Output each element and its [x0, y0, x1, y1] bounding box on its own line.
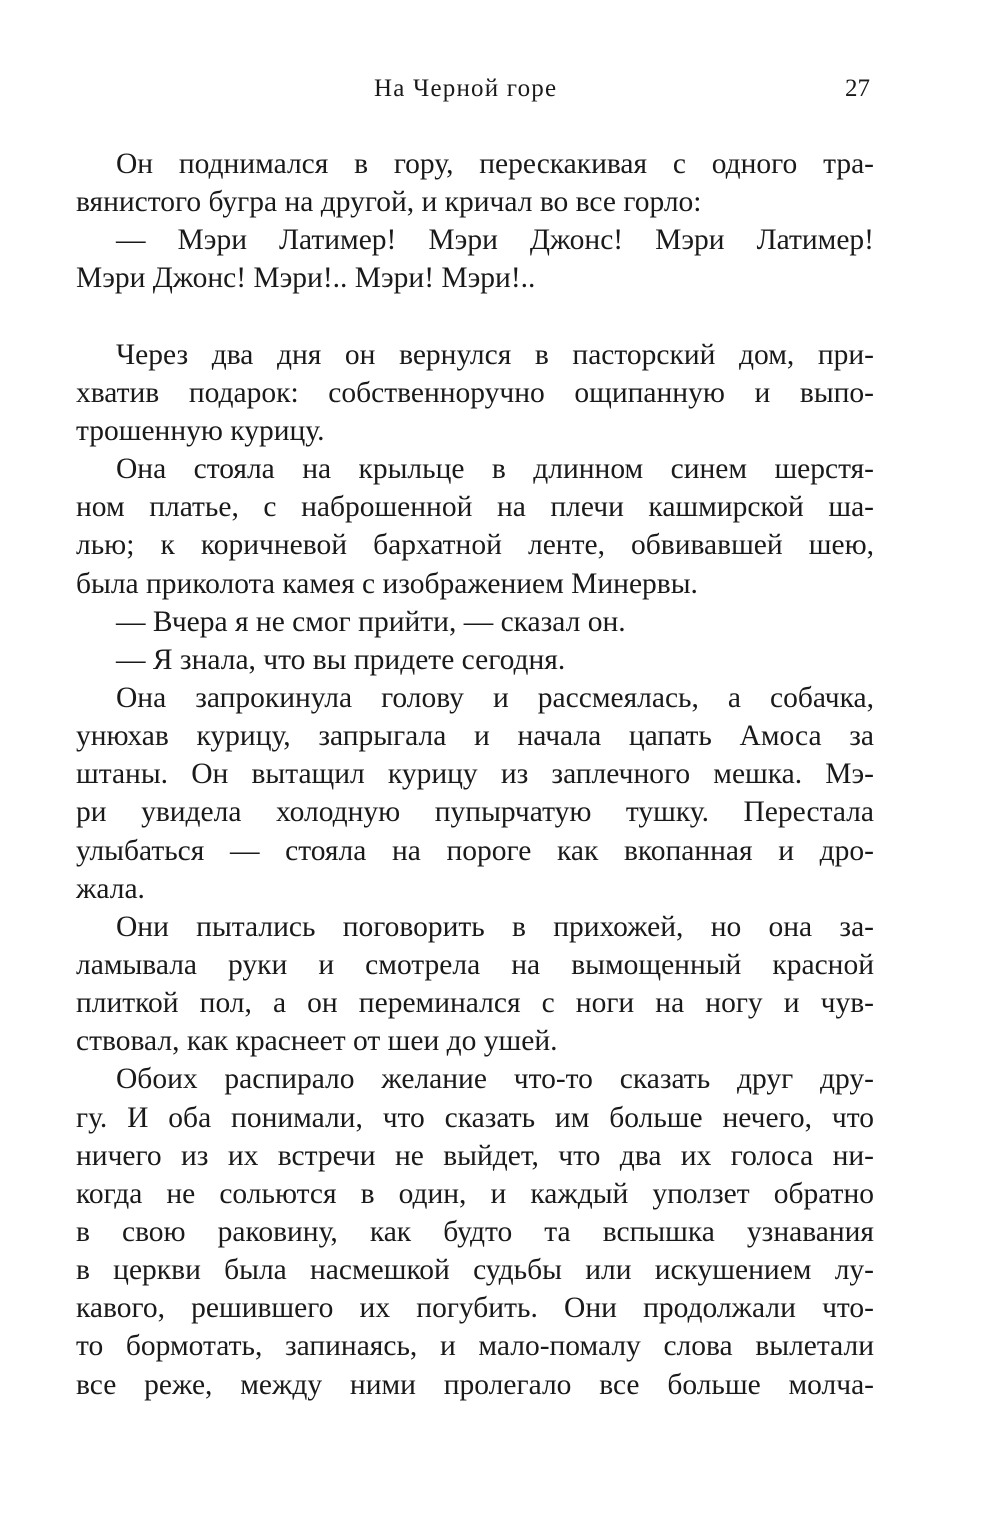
text-line: штаны. Он вытащил курицу из заплечного мешка. Мэ- — [76, 758, 874, 791]
text-line: унюхав курицу, запрыгала и начала цапать Амоса за — [76, 720, 874, 753]
running-title: На Черной горе — [374, 75, 558, 102]
text-line: в свою раковину, как будто та вспышка узнавания — [76, 1215, 874, 1248]
text-line: Через два дня он вернулся в пасторский дом, при- — [116, 338, 874, 371]
text-line: гу. И оба понимали, что сказать им больше нечего, что — [76, 1101, 874, 1134]
text-line: плиткой пол, а он переминался с ноги на ногу и чув- — [76, 987, 874, 1020]
text-line: лью; к коричневой бархатной ленте, обвивавшей шею, — [76, 529, 874, 562]
section-break — [76, 298, 874, 336]
text-line: все реже, между ними пролегало все больше молча- — [76, 1368, 874, 1401]
text-line: когда не сольются в один, и каждый уползет обратно — [76, 1177, 874, 1210]
text-line: — Я знала, что вы придете сегодня. — [116, 643, 566, 676]
text-line: кавого, решившего их погубить. Они продолжали что- — [76, 1292, 874, 1325]
text-line: Она стояла на крыльце в длинном синем шерстя- — [116, 453, 874, 486]
text-line: ствовал, как краснеет от шеи до ушей. — [76, 1025, 558, 1058]
text-line: Она запрокинула голову и рассмеялась, а собачка, — [116, 681, 874, 714]
text-line: в церкви была насмешкой судьбы или искушением лу- — [76, 1254, 874, 1287]
text-line: ничего из их встречи не выйдет, что два их голоса ни- — [76, 1139, 874, 1172]
page-number: 27 — [845, 75, 870, 102]
text-line: жала. — [76, 872, 145, 905]
text-line: — Мэри Латимер! Мэри Джонс! Мэри Латимер! — [116, 224, 874, 257]
text-line: вянистого бугра на другой, и кричал во все горло: — [76, 186, 702, 219]
text-line: трошенную курицу. — [76, 414, 325, 447]
text-line: Обоих распирало желание что-то сказать друг дру- — [116, 1063, 874, 1096]
text-line: ламывала руки и смотрела на вымощенный красной — [76, 948, 874, 981]
text-line: Они пытались поговорить в прихожей, но она за- — [116, 910, 874, 943]
text-line: ри увидела холодную пупырчатую тушку. Перестала — [76, 796, 874, 829]
running-head — [0, 72, 1000, 108]
text-line: — Вчера я не смог прийти, — сказал он. — [116, 605, 626, 638]
text-line: то бормотать, запинаясь, и мало-помалу слова вылетали — [76, 1330, 874, 1363]
text-line: улыбаться — стояла на пороге как вкопанная и дро- — [76, 834, 874, 867]
text-line: Он поднимался в гору, перескакивая с одного тра- — [116, 148, 874, 180]
text-line: была приколота камея с изображением Минервы. — [76, 567, 698, 600]
text-line: ном платье, с наброшенной на плечи кашмирской ша- — [76, 491, 874, 524]
body-text — [76, 145, 874, 1404]
text-line: Мэри Джонс! Мэри!.. Мэри! Мэри!.. — [76, 262, 536, 295]
text-line: хватив подарок: собственноручно ощипанную и выпо- — [76, 376, 874, 409]
